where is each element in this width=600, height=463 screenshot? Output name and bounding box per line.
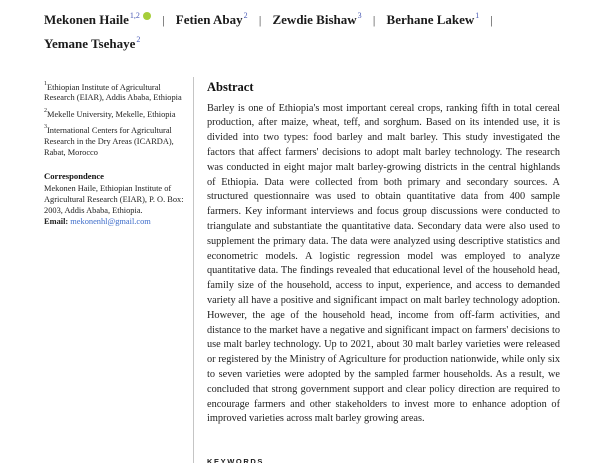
affiliation-number: 3 (44, 124, 47, 131)
affiliation-text: Mekelle University, Mekelle, Ethiopia (47, 109, 176, 119)
author-separator: | (258, 13, 262, 28)
author-separator: | (490, 13, 493, 28)
correspondence-email-line (44, 216, 189, 227)
two-column-area (44, 77, 560, 463)
author-3 (272, 12, 361, 27)
author-2 (176, 12, 248, 27)
affiliation-text: Ethiopian Institute of Agricultural Research (EIAR), Addis Ababa, Ethiopia (44, 82, 182, 103)
author-4 (387, 12, 480, 27)
author-separator: | (162, 13, 165, 28)
email-label: Email: (44, 217, 69, 227)
author-name: Yemane Tsehaye (44, 36, 136, 52)
affiliation-2 (44, 107, 189, 120)
author-1 (44, 12, 151, 27)
author-name: Mekonen Haile (44, 12, 129, 28)
affiliation-number: 2 (44, 107, 47, 114)
keywords-heading: KEYWORDS (207, 457, 270, 463)
affiliations-column (44, 77, 193, 463)
affiliation-number: 1 (44, 80, 47, 87)
affiliation-text: International Centers for Agricultural Research in the Dry Areas (ICARDA), Rabat, Morocco (44, 126, 174, 158)
author-name: Berhane Lakew (386, 12, 475, 28)
author-affiliation-superscript: 2 (136, 34, 141, 44)
correspondence-heading: Correspondence (44, 171, 104, 182)
abstract-heading: Abstract (207, 79, 254, 94)
author-byline (44, 7, 560, 54)
orcid-icon[interactable] (143, 12, 151, 20)
author-5 (44, 36, 140, 51)
author-name: Fetien Abay (175, 12, 243, 28)
email-link[interactable]: mekonenhl@gmail.com (70, 217, 151, 227)
author-affiliation-superscript: 3 (357, 11, 362, 20)
correspondence-address: Mekonen Haile, Ethiopian Institute of Agricultural Research (EIAR), P. O. Box: 2003, Addis Ababa, Ethiopia. (44, 184, 184, 216)
affiliation-3 (44, 123, 189, 158)
affiliation-1 (44, 80, 189, 104)
abstract-text: Barley is one of Ethiopia's most important cereal crops, ranking fifth in total cereal production, after maize, wheat, teff, and sorghum. Based on its intended use, it is divided into two types: food barley and malt barley. This study investigated the factors that affect farmers' decisions to adopt malt barley technology. The research was conducted in eight major malt barley-growing districts in the central highlands of Ethiopia. Data were collected from both primary and secondary sources. A structured questionnaire was used to obtain quantitative data from 400 sample farmers. Key informant interviews and focus group discussions were conducted to triangulate and substantiate the quantitative data. Secondary data were also used to supplement the primary data. The data were analyzed using descriptive statistics and econometric models. A logistic regression model was employed to analyze quantitative data. The findings revealed that educational level of the household head, family size of the household, access to input, experience, and access to demanded variety all have a positive and significant impact on malt barley technology adoption. However, the age of the household head, income from off-farm activities, and distance to the market have a negative and significant impact on farmers' decisions to use malt barley technology. Up to 2021, about 30 malt barley varieties were released or registered by the Ministry of Agriculture for production nationwide, while only six to seven varieties were adopted by the sampled farmer households. As a result, we concluded that strong government support and clear policy direction are required to encourage farmers and other stakeholders to invest more to enhance adoption of improved varieties across malt barley growing areas. (207, 102, 560, 425)
author-separator: | (372, 13, 376, 28)
author-affiliation-superscript: 2 (243, 11, 248, 20)
author-affiliation-superscript: 1 (475, 11, 480, 20)
author-affiliation-superscript: 1,2 (129, 11, 140, 20)
author-name: Zewdie Bishaw (272, 12, 357, 28)
abstract-column (194, 77, 560, 463)
